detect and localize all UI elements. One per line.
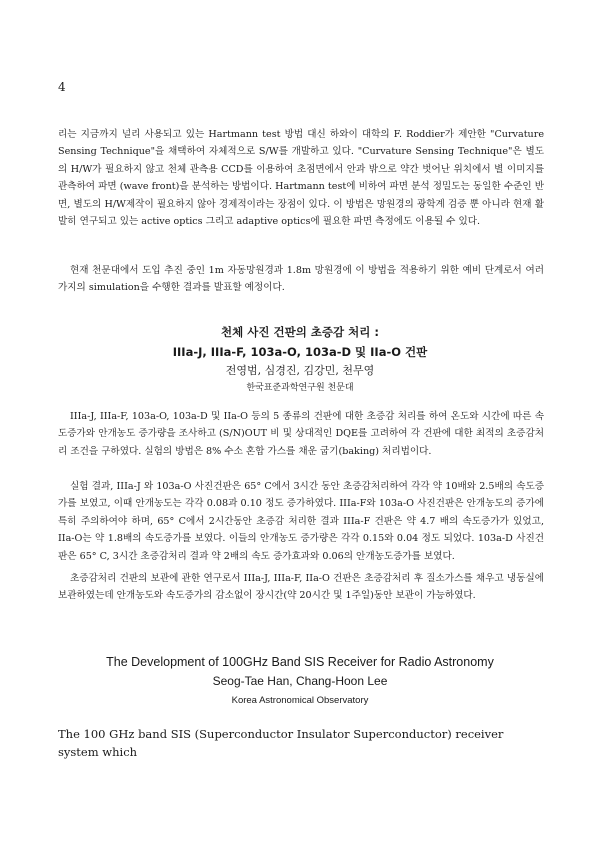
page-number: 4 bbox=[58, 80, 66, 94]
section1-paragraph-2: 현재 천문대에서 도입 추진 중인 1m 자동망원경과 1.8m 망원경에 이 방법을 적용하기 위한 예비 단계로서 여러가지의 simulation을 수행한 결과를 발표할 예정이다. bbox=[58, 265, 544, 294]
section2-paragraph-3: 초증감처리 건판의 보관에 관한 연구로서 IIIa-J, IIIa-F, IIa-O 건판은 초증감처리 후 질소가스를 채우고 냉동실에 보관하였는데 안개농도와 속도증가의 감소없이 장시간(약 20시간 및 1주일)동안 보관이 가능하였다. bbox=[58, 573, 544, 602]
section3-affiliation: Korea Astronomical Observatory bbox=[231, 695, 369, 706]
section3-first-line: The 100 GHz band SIS (Superconductor Insulator Superconductor) receiver system which bbox=[58, 727, 504, 759]
section2-affiliation: 한국표준과학연구원 천문대 bbox=[246, 383, 354, 393]
section2-title-line1: 천체 사진 건판의 초증감 처리 : bbox=[221, 325, 379, 339]
section1-paragraph-1: 리는 지금까지 널리 사용되고 있는 Hartmann test 방법 대신 하와이 대학의 F. Roddier가 제안한 "Curvature Sensing Technique"을 채택하여 자체적으로 S/W를 개발하고 있다. "Curvature Sensing Technique"은 별도의 H/W가 필요하지 않고 천체 관측용 CCD를 이용하여 초점면에서 안과 밖으로 약간 벗어난 위치에서 별 이미지를 관측하여 파면 (wave front)을 분석하는 방법이다. Hartmann test에 비하여 파면 분석 정밀도는 동일한 수준인 반면, 별도의 H/W제작이 필요하지 않아 경제적이라는 장점이 있다. 이 방법은 망원경의 광학계 검증 뿐 아니라 현재 활발히 연구되고 있는 active optics 그리고 adaptive optics에 필요한 파면 측정에도 이용될 수 있다. bbox=[58, 129, 544, 228]
section2-authors: 전영범, 심경진, 김강민, 천무영 bbox=[225, 364, 375, 377]
section2-paragraph-1: IIIa-J, IIIa-F, 103a-O, 103a-D 및 IIa-O 등의 5 종류의 건판에 대한 초증감 처리를 하여 온도와 시간에 따른 속도증가와 안개농도 증가량을 조사하고 (S/N)OUT 비 및 상대적인 DQE를 고려하여 각 건판에 대한 최적의 초증감처리 조건을 구하였다. 실험의 방법은 8% 수소 혼합 가스를 채운 굽기(baking) 처리법이다. bbox=[58, 411, 544, 457]
section2-title-line2: IIIa-J, IIIa-F, 103a-O, 103a-D 및 IIa-O 건판 bbox=[172, 345, 428, 359]
section3-authors: Seog-Tae Han, Chang-Hoon Lee bbox=[212, 674, 388, 688]
section3-title: The Development of 100GHz Band SIS Receiver for Radio Astronomy bbox=[106, 655, 494, 669]
section2-paragraph-2: 실험 결과, IIIa-J 와 103a-O 사진건판은 65° C에서 3시간 동안 초증감처리하여 각각 약 10배와 2.5배의 속도증가를 보였고, 이때 안개농도는 각각 0.08과 0.10 정도 증가하였다. IIIa-F와 103a-O 사진건판은 안개농도의 증가에 특히 주의하여야 하며, 65° C에서 2시간동안 초증감 처리한 결과 IIIa-F 건판은 약 4.7 배의 속도증가가 있었고, IIa-O는 약 1.8배의 속도증가를 보였다. 이들의 안개농도 증가량은 각각 0.15와 0.04 정도 되었다. 103a-D 사진건판은 65° C, 3시간 초증감처리 결과 약 2배의 속도 증가효과와 0.06의 안개농도증가를 보였다. bbox=[58, 481, 544, 562]
